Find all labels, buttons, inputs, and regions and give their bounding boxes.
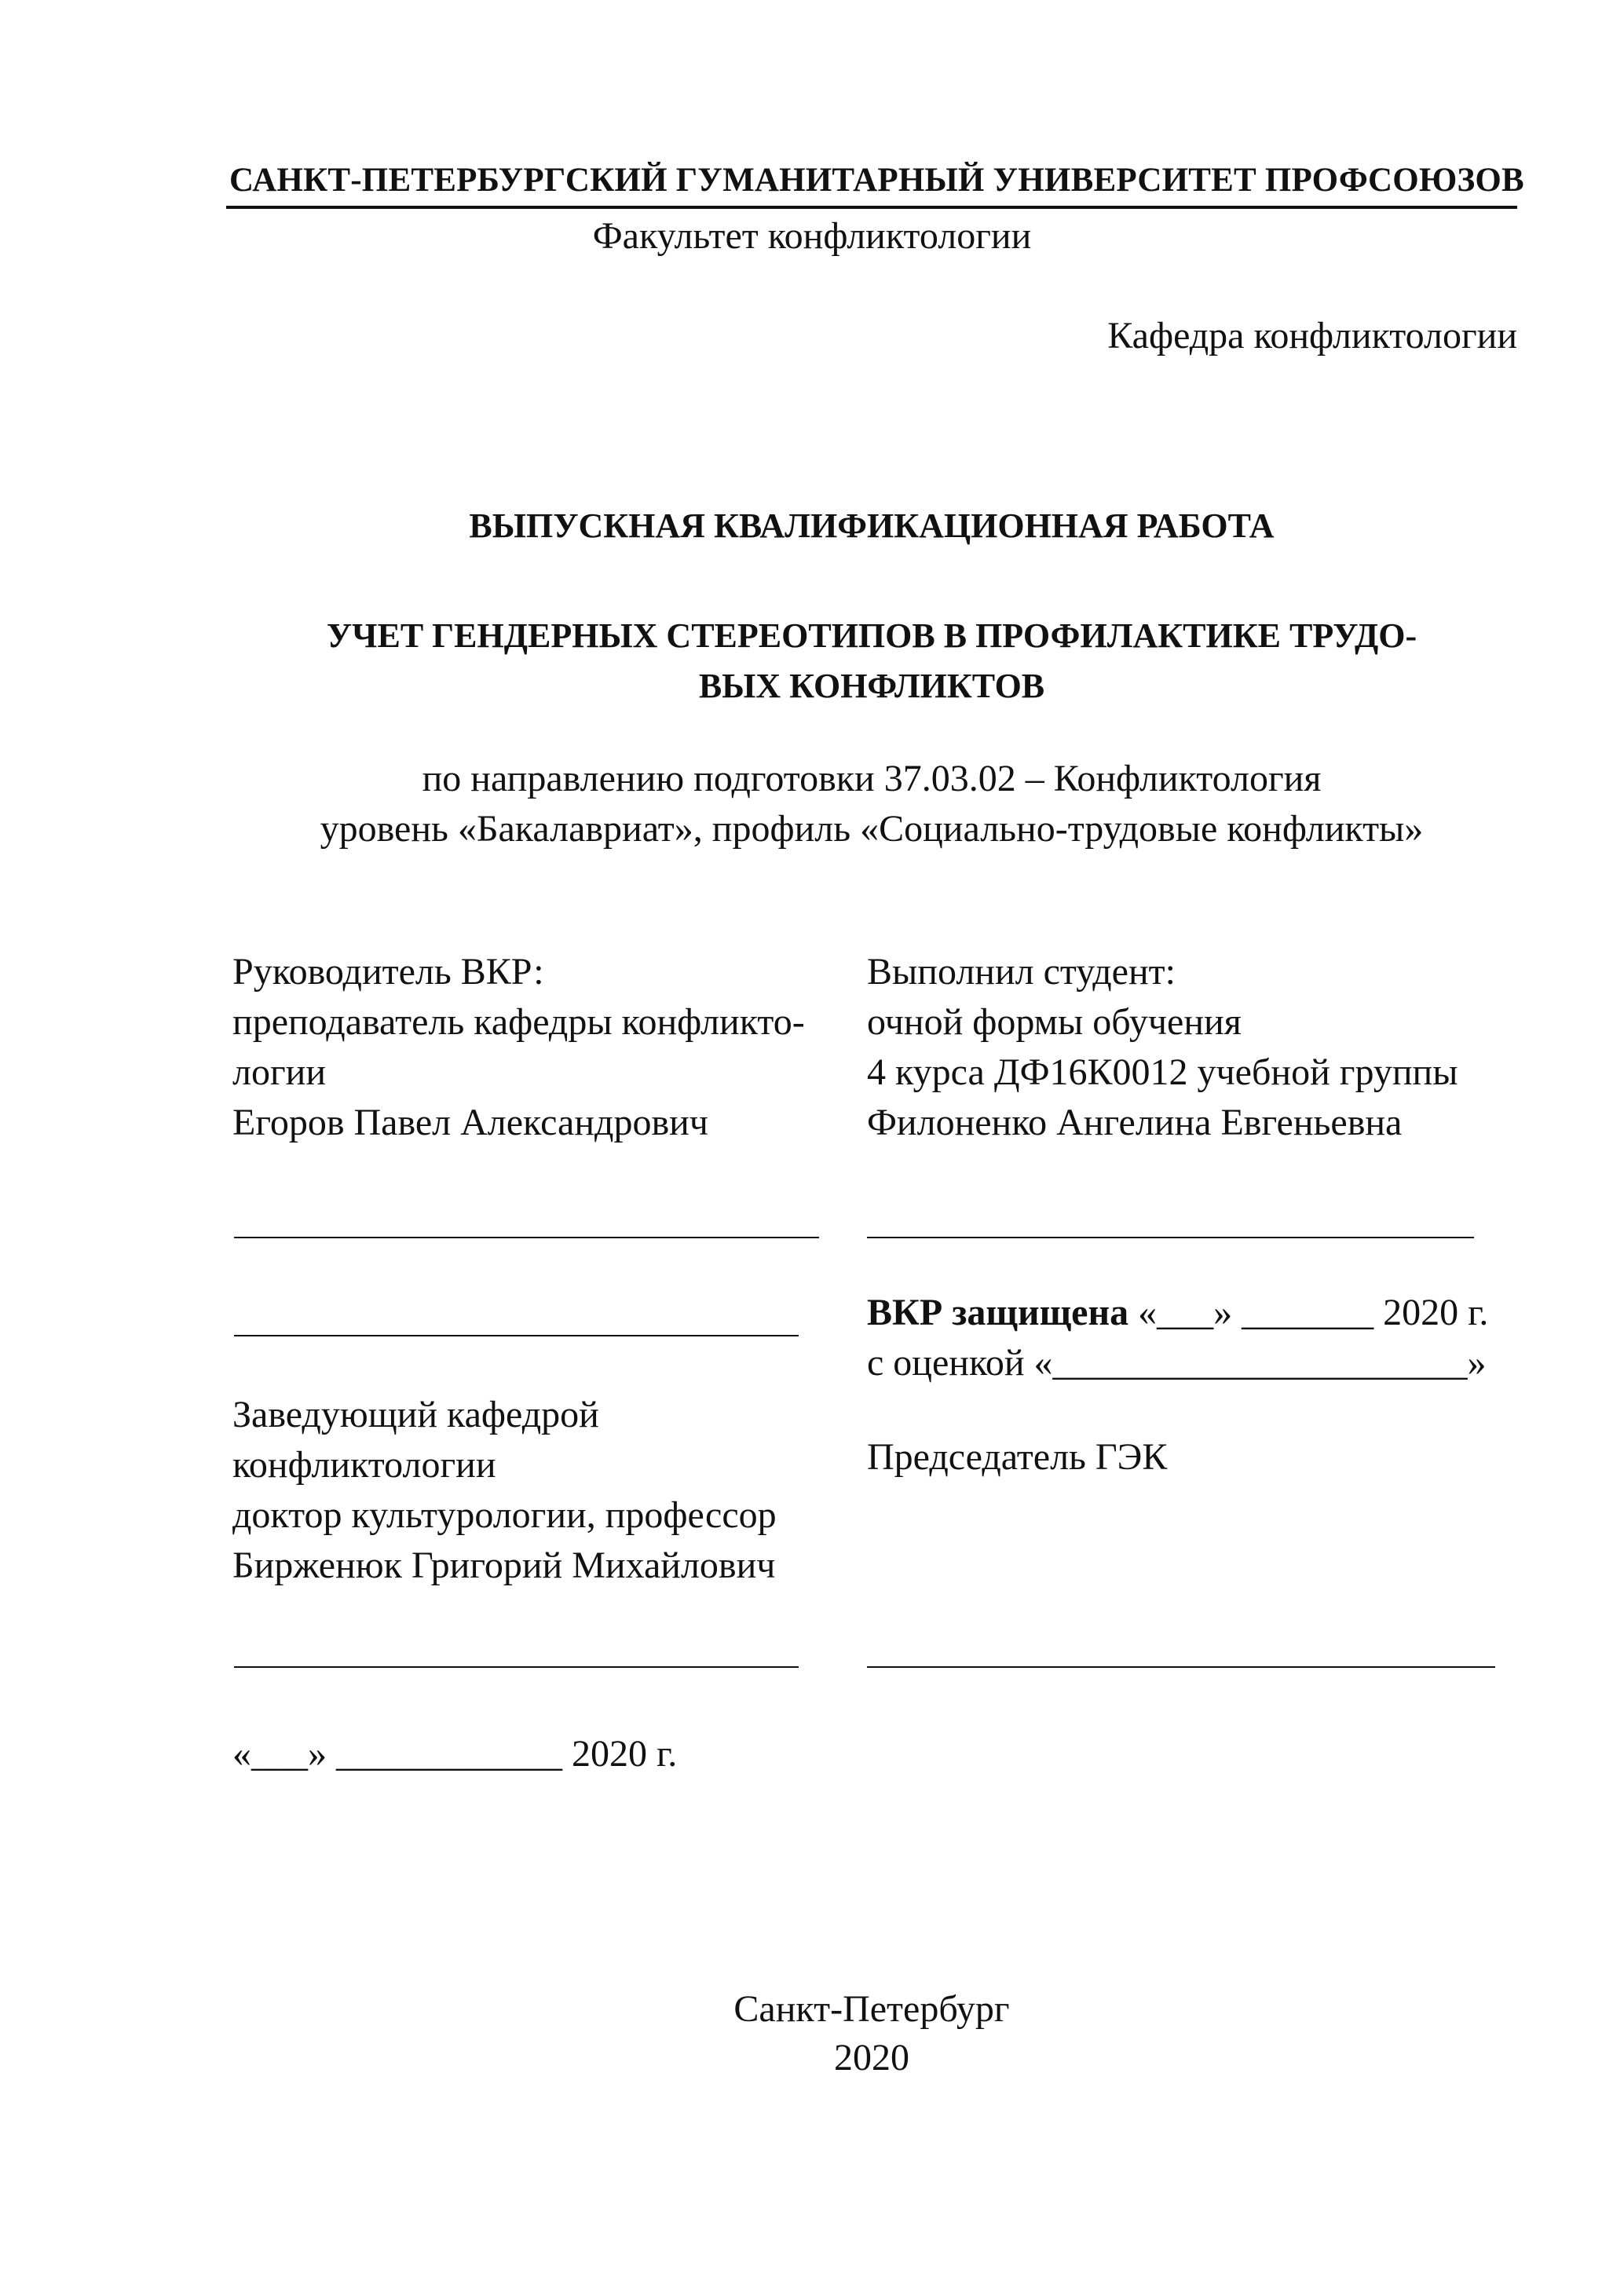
student-signature-line — [867, 1237, 1474, 1238]
footer-place-year — [0, 1985, 1624, 2082]
defense-grade: с оценкой «______________________» — [867, 1342, 1487, 1384]
head-label: Заведующий кафедрой — [232, 1394, 599, 1435]
footer-city: Санкт-Петербург — [733, 1988, 1010, 2030]
head-name: Бирженюк Григорий Михайлович — [232, 1545, 776, 1586]
defense-block — [867, 1288, 1488, 1388]
study-direction-line-1: по направлению подготовки 37.03.02 – Конфликтология — [422, 758, 1322, 799]
supervisor-label: Руководитель ВКР: — [232, 951, 544, 993]
defense-date-row — [867, 1288, 1488, 1338]
defense-date: «___» _______ 2020 г. — [1128, 1292, 1489, 1333]
commission-chair-label: Председатель ГЭК — [867, 1436, 1168, 1478]
supervisor-position-line-2: логии — [232, 1051, 327, 1093]
study-direction-line-2: уровень «Бакалавриат», профиль «Социально-трудовые конфликты» — [320, 808, 1424, 850]
student-group: 4 курса ДФ16К0012 учебной группы — [867, 1051, 1458, 1093]
head-degree: доктор культурологии, профессор — [232, 1494, 777, 1536]
thesis-topic — [0, 611, 1624, 711]
supervisor-date-line — [234, 1335, 799, 1336]
defense-label: ВКР защищена — [867, 1292, 1129, 1333]
student-study-form: очной формы обучения — [867, 1001, 1242, 1043]
head-department: конфликтологии — [232, 1444, 496, 1486]
chair-signature-line — [867, 1666, 1495, 1668]
thesis-topic-line-2: ВЫХ КОНФЛИКТОВ — [698, 667, 1045, 705]
faculty-name: Факультет конфликтологии — [592, 215, 1032, 257]
work-type-title: ВЫПУСКНАЯ КВАЛИФИКАЦИОННАЯ РАБОТА — [469, 506, 1275, 545]
department-name: Кафедра конфликтологии — [1107, 315, 1517, 356]
header-divider — [226, 206, 1517, 209]
supervisor-signature-line — [234, 1237, 819, 1238]
student-label: Выполнил студент: — [867, 951, 1176, 993]
head-of-department-block — [232, 1390, 777, 1591]
thesis-topic-line-1: УЧЕТ ГЕНДЕРНЫХ СТЕРЕОТИПОВ В ПРОФИЛАКТИКЕ ТРУДО- — [326, 616, 1417, 655]
supervisor-name: Егоров Павел Александрович — [232, 1102, 708, 1143]
student-name: Филоненко Ангелина Евгеньевна — [867, 1102, 1403, 1143]
approval-date-line: «___» ____________ 2020 г. — [232, 1733, 678, 1775]
head-signature-line — [234, 1666, 799, 1668]
supervisor-block — [232, 947, 805, 1148]
supervisor-position-line-1: преподаватель кафедры конфликто- — [232, 1001, 805, 1043]
footer-year: 2020 — [834, 2037, 909, 2078]
study-direction — [0, 754, 1624, 854]
student-block — [867, 947, 1458, 1148]
university-name: САНКТ-ПЕТЕРБУРГСКИЙ ГУМАНИТАРНЫЙ УНИВЕРСИТЕТ ПРОФСОЮЗОВ — [229, 162, 1524, 199]
